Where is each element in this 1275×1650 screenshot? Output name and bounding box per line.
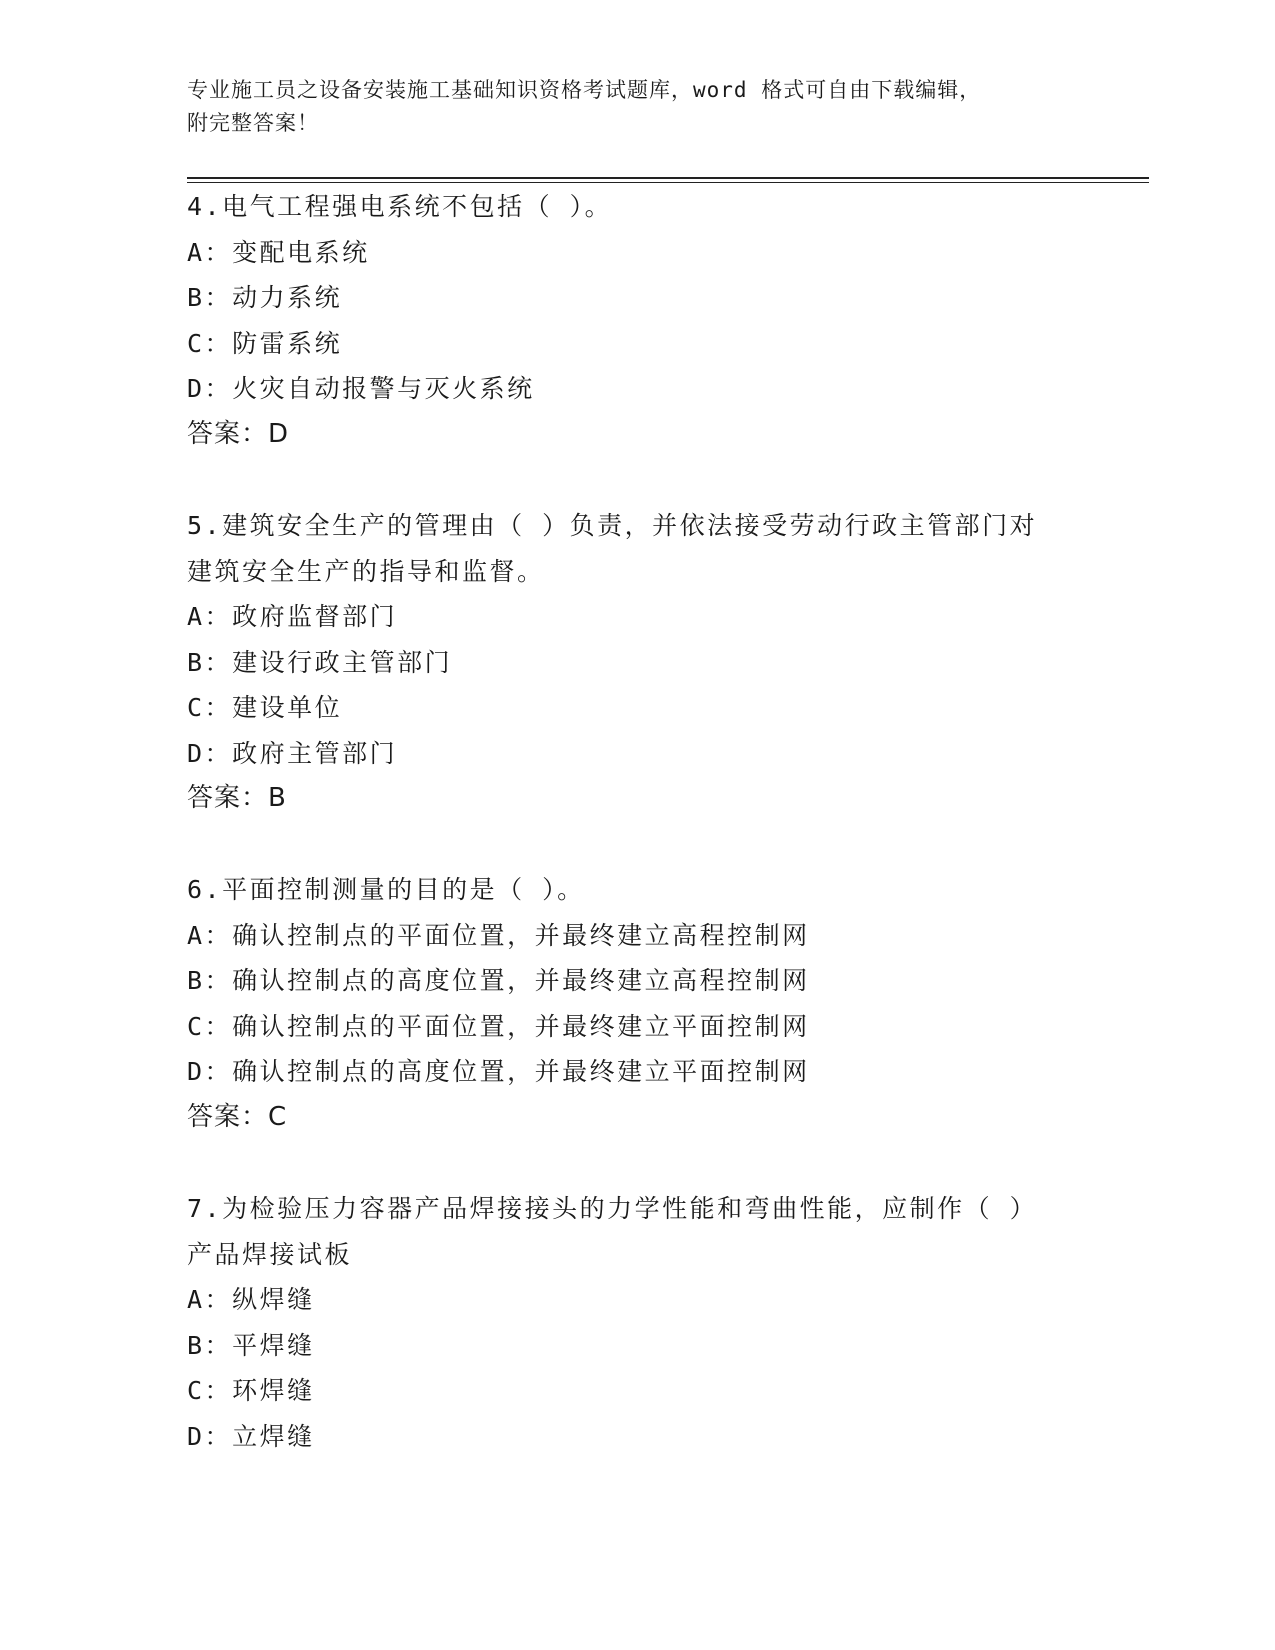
answer: 答案：B — [187, 783, 287, 813]
option-a: A：确认控制点的平面位置，并最终建立高程控制网 — [187, 920, 810, 950]
question-7 — [187, 1186, 1037, 1459]
question-stem-line-2: 产品焊接试板 — [187, 1239, 353, 1269]
question-5 — [187, 503, 1037, 822]
option-c: C：防雷系统 — [187, 328, 343, 358]
question-stem-line-2: 建筑安全生产的指导和监督。 — [187, 556, 545, 586]
option-d: D：火灾自动报警与灭火系统 — [187, 374, 535, 403]
question-stem-line-1: 5.建筑安全生产的管理由（ ）负责，并依法接受劳动行政主管部门对 — [187, 511, 1038, 540]
option-d: D：确认控制点的高度位置，并最终建立平面控制网 — [187, 1057, 810, 1086]
header-line-2: 附完整答案！ — [187, 111, 319, 135]
question-6 — [187, 867, 810, 1140]
question-stem: 6.平面控制测量的目的是（ ）。 — [187, 875, 585, 904]
option-c: C：环焊缝 — [187, 1376, 315, 1405]
option-b: B：建设行政主管部门 — [187, 647, 453, 677]
option-d: D：政府主管部门 — [187, 738, 398, 768]
answer: 答案：D — [187, 418, 290, 449]
option-b: B：平焊缝 — [187, 1330, 315, 1360]
option-a: A：变配电系统 — [187, 237, 370, 267]
question-stem-line-1: 7.为检验压力容器产品焊接接头的力学性能和弯曲性能，应制作（ ） — [187, 1194, 1038, 1223]
option-c: C：确认控制点的平面位置，并最终建立平面控制网 — [187, 1011, 810, 1041]
option-a: A：政府监督部门 — [187, 602, 398, 631]
option-b: B：动力系统 — [187, 283, 343, 312]
option-a: A：纵焊缝 — [187, 1285, 315, 1314]
option-c: C：建设单位 — [187, 693, 343, 722]
header-line-1: 专业施工员之设备安装施工基础知识资格考试题库，word 格式可自由下载编辑， — [187, 78, 982, 102]
document-header — [187, 74, 1087, 140]
option-b: B：确认控制点的高度位置，并最终建立高程控制网 — [187, 966, 810, 995]
answer: 答案：C — [187, 1101, 288, 1132]
question-stem: 4.电气工程强电系统不包括（ ）。 — [187, 192, 613, 221]
option-d: D：立焊缝 — [187, 1421, 315, 1451]
header-divider — [187, 177, 1149, 183]
question-4 — [187, 184, 612, 457]
